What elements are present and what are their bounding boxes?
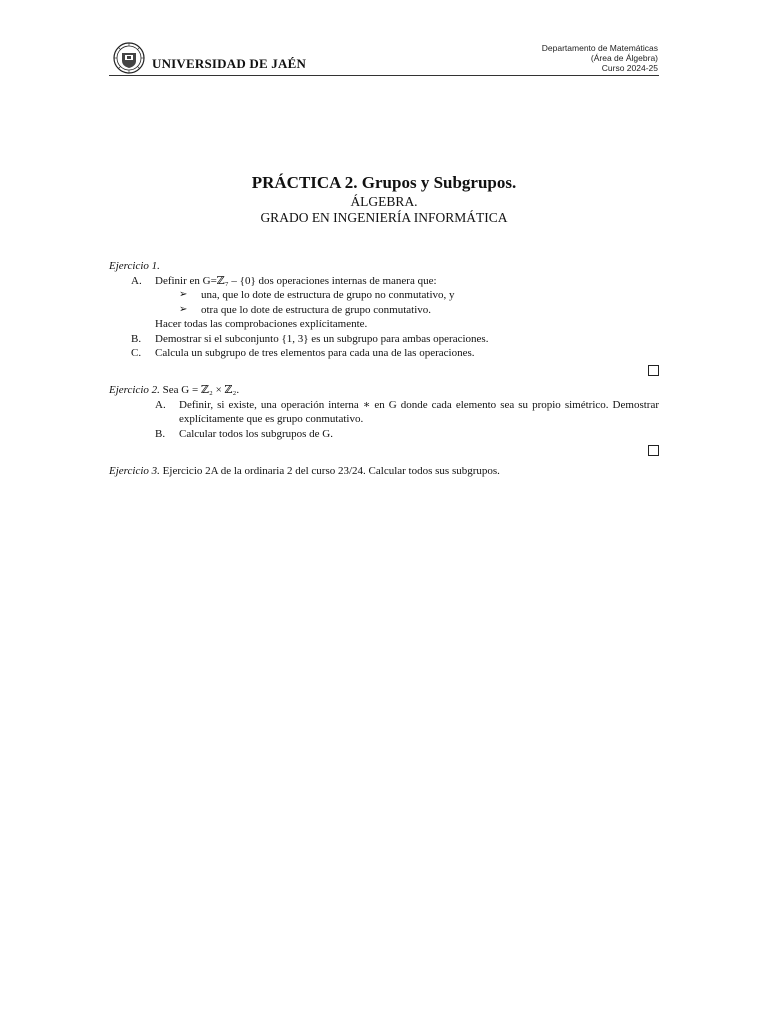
exercise-2-part-b (109, 427, 659, 442)
exercise-3-text: Ejercicio 2A de la ordinaria 2 del curso 23/24. Calcular todos sus subgrupos. (162, 465, 500, 477)
page-title: PRÁCTICA 2. Grupos y Subgrupos. (251, 173, 517, 192)
exercise-2 (109, 383, 659, 457)
list-item (109, 288, 659, 303)
degree-line: GRADO EN INGENIERÍA INFORMÁTICA (260, 210, 508, 225)
part-label: A. (131, 274, 142, 287)
university-name: UNIVERSIDAD DE JAÉN (152, 56, 307, 71)
department-info (542, 43, 658, 73)
exercise-2-part-a (109, 398, 659, 427)
area-line: (Área de Álgebra) (590, 53, 658, 63)
exercise-1-part-a (109, 274, 659, 289)
exercise-3 (109, 464, 659, 479)
arrowhead-bullet-icon: ➢ (179, 289, 188, 300)
part-text: Definir en G=ℤ₇ – {0} dos operaciones internas de manera que: (155, 274, 437, 287)
university-seal-icon (113, 42, 145, 74)
subject-line: ÁLGEBRA. (350, 194, 418, 209)
part-text: Calcular todos los subgrupos de G. (179, 427, 333, 440)
exercise-1 (109, 259, 659, 377)
exercise-1-part-c (109, 346, 659, 361)
exercise-3-line (109, 464, 659, 479)
part-label: C. (131, 347, 142, 359)
part-label: A. (155, 398, 166, 411)
exercise-3-heading: Ejercicio 3. (109, 465, 160, 477)
list-item-text: una, que lo dote de estructura de grupo no conmutativo, y (201, 289, 455, 301)
part-text: Definir, si existe, una operación interna ∗ en G donde cada elemento sea su propio simétrico. Demostrar explícitamente que es grupo conmutativo. (179, 398, 659, 425)
part-label: B. (155, 427, 166, 440)
exercise-2-heading: Ejercicio 2. (109, 384, 160, 396)
arrowhead-bullet-icon: ➢ (179, 303, 188, 315)
list-item-text: otra que lo dote de estructura de grupo conmutativo. (201, 303, 432, 316)
square-qed-icon (648, 445, 659, 456)
exercise-2-intro: Sea G = ℤ₂ × ℤ₂. (162, 384, 240, 396)
square-qed-icon (648, 365, 659, 376)
part-text: Calcula un subgrupo de tres elementos para cada una de las operaciones. (155, 347, 475, 359)
exercise-1-heading: Ejercicio 1. (109, 260, 160, 272)
header-divider (109, 75, 659, 76)
part-text: Demostrar si el subconjunto {1, 3} es un subgrupo para ambas operaciones. (155, 332, 489, 345)
title-block (109, 172, 659, 226)
department-line: Departamento de Matemáticas (541, 43, 658, 53)
part-label: B. (131, 332, 142, 345)
list-item (109, 303, 659, 318)
course-line: Curso 2024-25 (601, 63, 658, 73)
exercise-1-part-b (109, 332, 659, 347)
exercise-2-heading-line (109, 383, 659, 398)
exercise-1-note: Hacer todas las comprobaciones explícitamente. (155, 318, 368, 330)
